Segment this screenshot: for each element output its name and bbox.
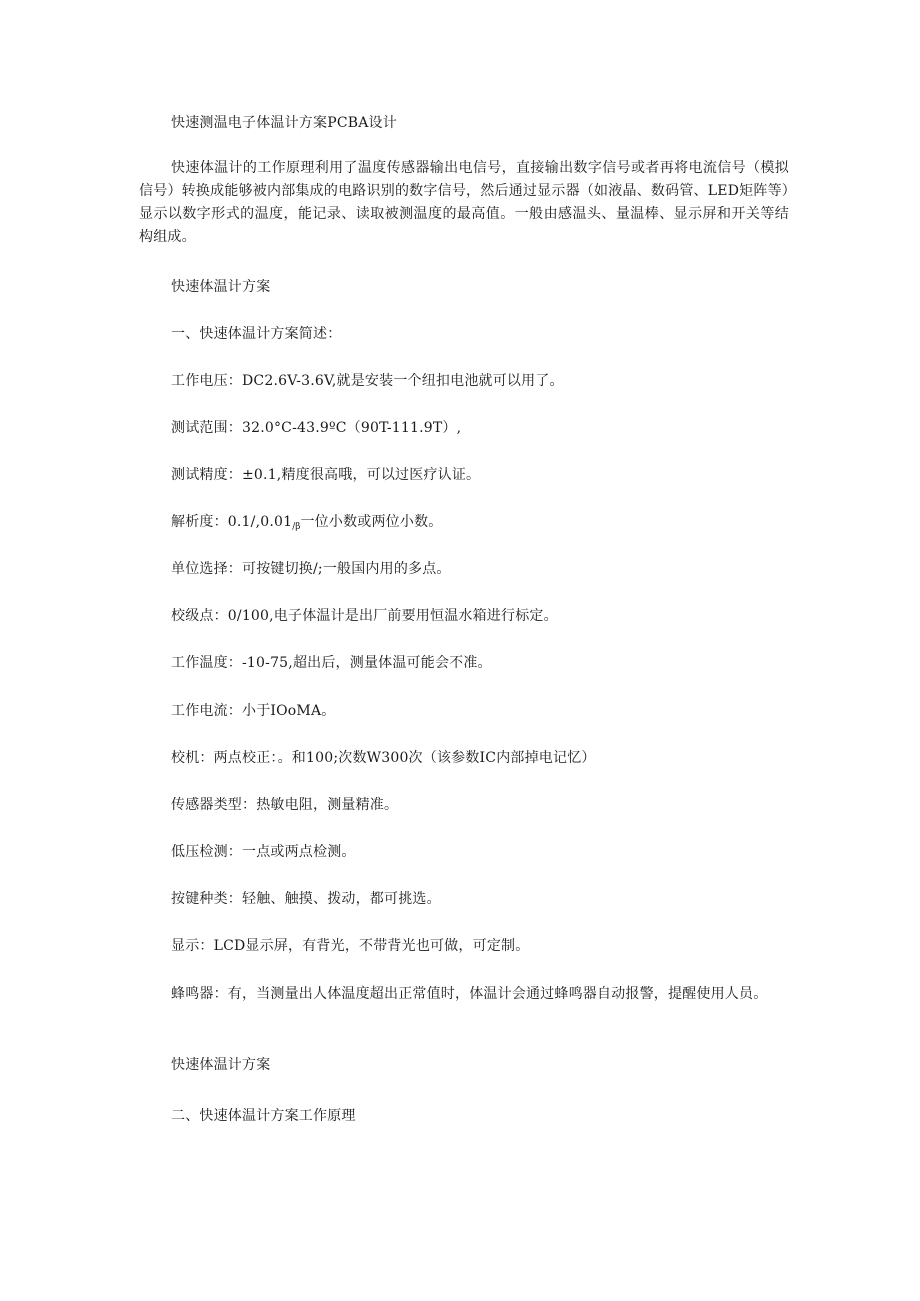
section-overview-heading: 一、快速体温计方案简述： (171, 326, 342, 342)
spec-resolution (139, 511, 789, 539)
intro-paragraph: 快速体温计的工作原理利用了温度传感器输出电信号，直接输出数字信号或者再将电流信号（模拟信号）转换成能够被内部集成的电路识别的数字信号，然后通过显示器（如液晶、数码管、LED矩阵等）显示以数字形式的温度，能记录、读取被测温度的最高值。一般由感温头、量温棒、显示屏和开关等结构组成。 (139, 160, 789, 245)
spec-current: 工作电流：小于IOoMA。 (171, 703, 336, 719)
spec-resolution-text: 解析度：0.1/,0.01 (171, 514, 293, 530)
section-principle-heading: 二、快速体温计方案工作原理 (171, 1108, 356, 1124)
spec-calibration-point: 校级点：0/100,电子体温计是出厂前要用恒温水箱进行标定。 (171, 608, 558, 624)
spec-temperature: 工作温度：-10-75,超出后，测量体温可能会不准。 (171, 655, 492, 671)
spec-resolution-text-end: 一位小数或两位小数。 (300, 514, 443, 530)
spec-resolution-subscript: /β (292, 522, 301, 532)
spec-unit: 单位选择：可按键切换/;一般国内用的多点。 (171, 561, 451, 577)
spec-calibration: 校机：两点校正：。和100;次数W300次（该参数IC内部掉电记忆） (171, 750, 596, 766)
heading-scheme-2: 快速体温计方案 (171, 1057, 271, 1073)
spec-sensor: 传感器类型：热敏电阻，测量精准。 (171, 797, 399, 813)
spec-voltage: 工作电压：DC2.6V-3.6V,就是安装一个纽扣电池就可以用了。 (171, 373, 564, 389)
spec-low-voltage: 低压检测：一点或两点检测。 (171, 844, 356, 860)
heading-scheme: 快速体温计方案 (171, 279, 271, 295)
spec-display: 显示：LCD显示屏，有背光，不带背光也可做，可定制。 (171, 938, 530, 954)
document-title: 快速测温电子体温计方案PCBA设计 (171, 115, 397, 131)
spec-keys: 按键种类：轻触、触摸、拨动，都可挑选。 (171, 891, 441, 907)
spec-accuracy: 测试精度：±0.1,精度很高哦，可以过医疗认证。 (171, 467, 481, 483)
spec-range: 测试范围：32.0°C-43.9ºC（90T-111.9T）, (171, 420, 462, 436)
spec-buzzer: 蜂鸣器：有，当测量出人体温度超出正常值时，体温计会通过蜂鸣器自动报警，提醒使用人员。 (171, 986, 768, 1002)
